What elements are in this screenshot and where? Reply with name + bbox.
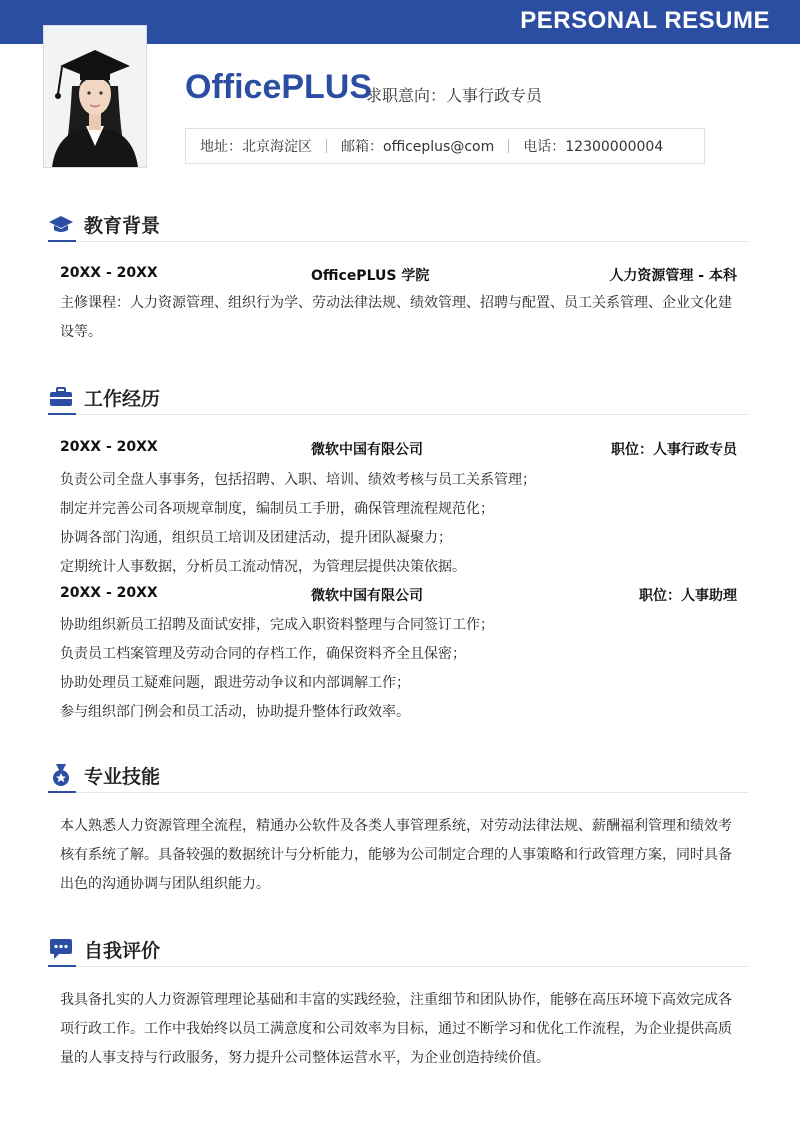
section-rule (48, 241, 748, 242)
job-duty: 负责员工档案管理及劳动合同的存档工作，确保资料齐全且保密； (60, 646, 466, 662)
profile-photo (43, 25, 147, 168)
job-position: 职位：人事行政专员 (611, 442, 737, 458)
candidate-name: OfficePLUS (185, 68, 373, 106)
job-duty: 协助处理员工疑难问题，跟进劳动争议和内部调解工作； (60, 675, 410, 691)
section-title: 工作经历 (84, 387, 161, 410)
job-intent: 求职意向：人事行政专员 (366, 86, 543, 105)
section-rule-accent (48, 965, 76, 967)
school-name: OfficePLUS 学院 (311, 268, 430, 284)
section-rule (48, 792, 748, 793)
job-company: 微软中国有限公司 (311, 588, 423, 604)
medal-icon (48, 762, 74, 788)
job-position: 职位：人事助理 (639, 588, 737, 604)
section-self-header (48, 934, 160, 964)
job-duty: 定期统计人事数据，分析员工流动情况，为管理层提供决策依据。 (60, 559, 466, 575)
job-row (60, 439, 737, 459)
section-title: 教育背景 (84, 214, 161, 237)
job-period: 20XX - 20XX (60, 439, 158, 455)
banner-title: PERSONAL RESUME (520, 7, 770, 34)
address-text: 地址：北京海淀区 (200, 139, 312, 155)
section-skills-header (48, 760, 160, 790)
section-rule-accent (48, 791, 76, 793)
job-duty: 制定并完善公司各项规章制度，编制员工手册，确保管理流程规范化； (60, 501, 494, 517)
section-education-header (48, 209, 160, 239)
job-company: 微软中国有限公司 (311, 442, 423, 458)
self-evaluation-text: 我具备扎实的人力资源管理理论基础和丰富的实践经验，注重细节和团队协作，能够在高压环境下高效完成各项行政工作。工作中我始终以员工满意度和公司效率为目标，通过不断学习和优化工作流程，为企业提供高质量的人事支持与行政服务，努力提升公司整体运营水平，为企业创造持续价值。 (60, 992, 732, 1066)
briefcase-icon (48, 384, 74, 410)
skills-text: 本人熟悉人力资源管理全流程，精通办公软件及各类人事管理系统，对劳动法律法规、薪酬福利管理和绩效考核有系统了解。具备较强的数据统计与分析能力，能够为公司制定合理的人事策略和行政管理方案，同时具备出色的沟通协调与团队组织能力。 (60, 818, 732, 892)
section-rule (48, 966, 748, 967)
education-period: 20XX - 20XX (60, 265, 158, 281)
courses-text: 主修课程：人力资源管理、组织行为学、劳动法律法规、绩效管理、招聘与配置、员工关系管理、企业文化建设等。 (60, 295, 732, 340)
portrait-image (44, 26, 146, 167)
job-duty: 协助组织新员工招聘及面试安排，完成入职资料整理与合同签订工作； (60, 617, 494, 633)
section-rule-accent (48, 413, 76, 415)
section-title: 自我评价 (84, 939, 161, 962)
job-period: 20XX - 20XX (60, 585, 158, 601)
section-work-header (48, 382, 160, 412)
job-duty: 参与组织部门例会和员工活动，协助提升整体行政效率。 (60, 704, 410, 720)
job-duty: 负责公司全盘人事事务，包括招聘、入职、培训、绩效考核与员工关系管理； (60, 472, 536, 488)
major-degree: 人力资源管理 - 本科 (609, 268, 737, 284)
education-row (60, 265, 737, 285)
contact-bar (185, 128, 705, 164)
job-row (60, 585, 737, 605)
section-rule (48, 414, 748, 415)
email-text: 邮箱：officeplus@com (341, 139, 495, 155)
section-title: 专业技能 (84, 765, 161, 788)
section-rule-accent (48, 240, 76, 242)
phone-text: 电话：12300000004 (523, 139, 664, 155)
job-duty: 协调各部门沟通，组织员工培训及团建活动，提升团队凝聚力； (60, 530, 452, 546)
chat-bubble-icon (48, 936, 74, 962)
graduation-cap-icon (48, 211, 74, 237)
